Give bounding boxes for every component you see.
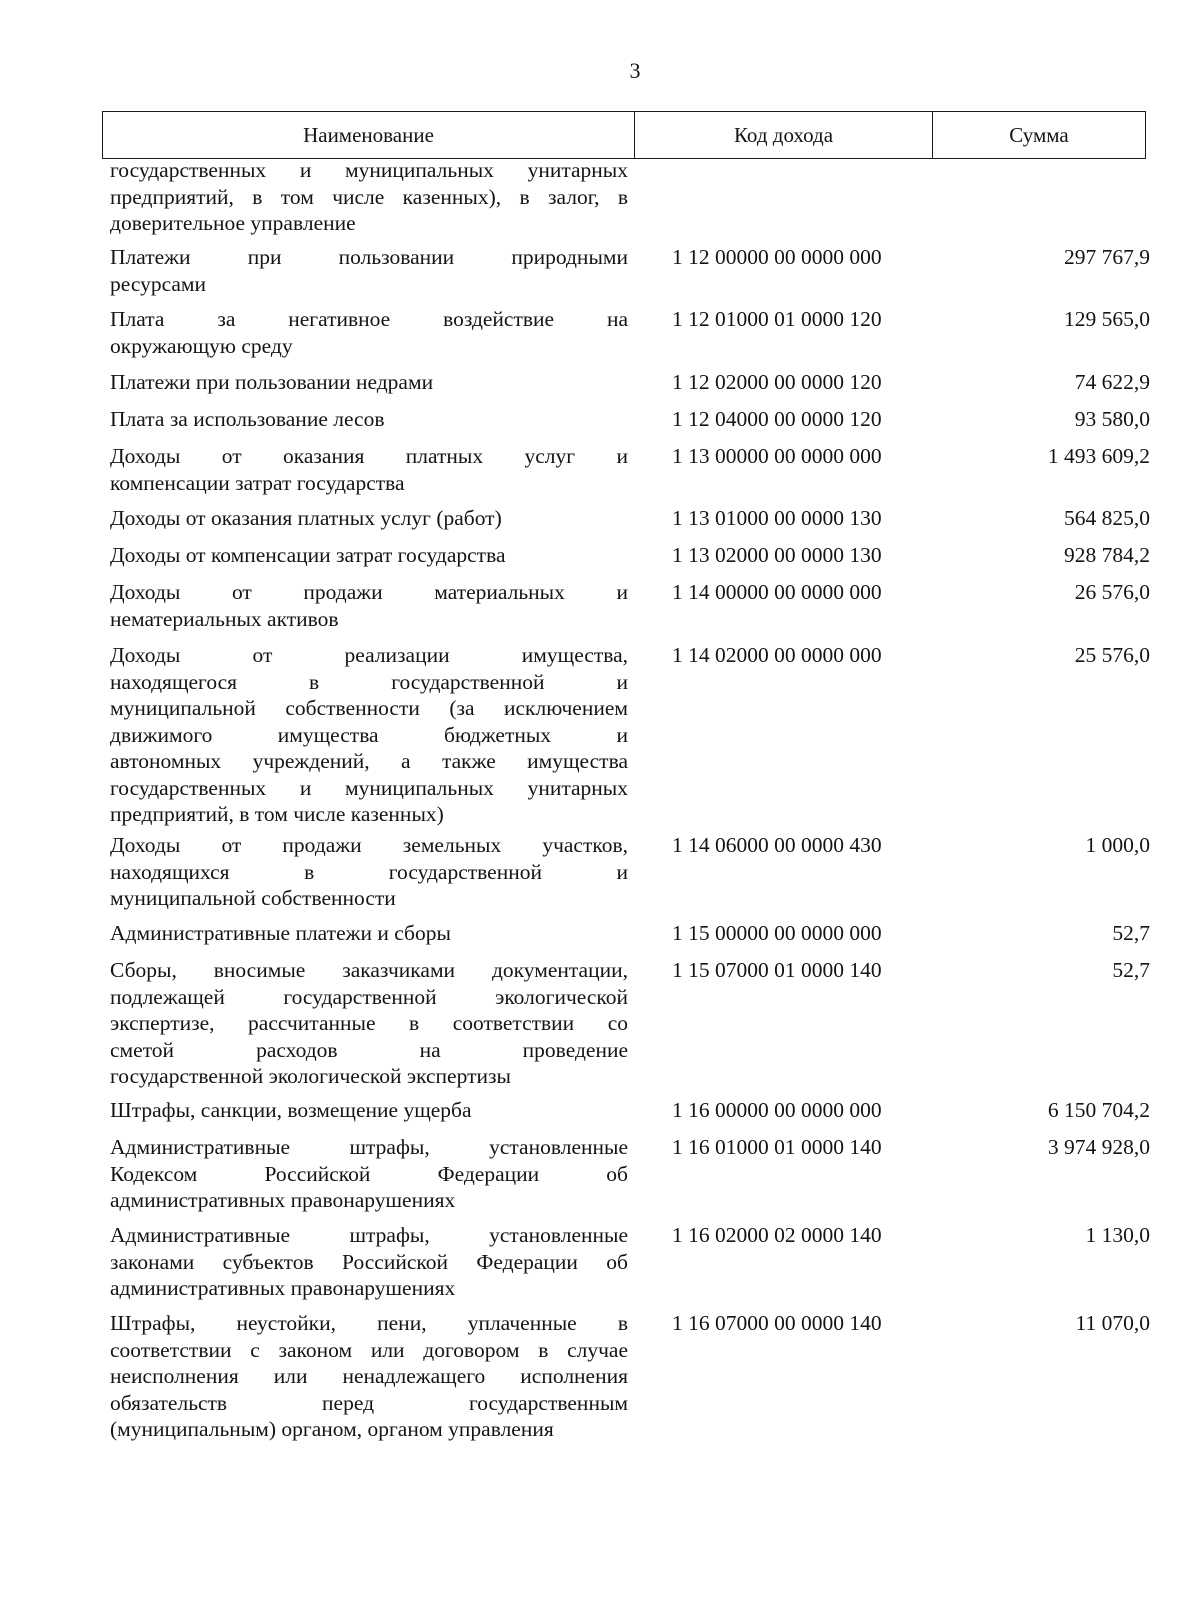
row-code: 1 16 02000 02 0000 140 [672, 1223, 882, 1247]
row-name-line: государственной экологической экспертизы [110, 1064, 511, 1088]
row-code: 1 16 07000 00 0000 140 [672, 1311, 882, 1335]
row-code: 1 14 06000 00 0000 430 [672, 833, 882, 857]
row-name-line: административных правонарушениях [110, 1188, 456, 1212]
row-name-line: муниципальной собственности [110, 886, 396, 910]
row-name-line: Доходы от продажи материальных и [110, 580, 628, 604]
row-name-line: компенсации затрат государства [110, 470, 405, 495]
row-name [110, 369, 628, 396]
row-name-line: административных правонарушениях [110, 1276, 456, 1300]
row-name-line: Административные штрафы, установленные [110, 1223, 628, 1247]
table-row [110, 1097, 1150, 1127]
row-name-line: Доходы от оказания платных услуг и [110, 444, 628, 468]
row-name-line: Доходы от оказания платных услуг (работ) [110, 506, 502, 530]
table-row [110, 1134, 1150, 1212]
table-row [110, 642, 1150, 826]
row-name [110, 443, 628, 496]
row-sum: 3 974 928,0 [1047, 1135, 1150, 1159]
row-name-line: находящегося в государственной и [110, 669, 628, 694]
row-name [110, 1097, 628, 1124]
row-name-line: предприятий, в том числе казенных), в залог, в [110, 184, 628, 209]
table-row [110, 832, 1150, 910]
row-sum: 928 784,2 [1064, 543, 1150, 567]
row-sum: 1 130,0 [1085, 1223, 1150, 1247]
table-row [110, 369, 1150, 399]
table-row [110, 505, 1150, 535]
row-name-line: движимого имущества бюджетных и [110, 722, 628, 747]
row-code: 1 15 07000 01 0000 140 [672, 958, 882, 982]
row-name [110, 832, 628, 912]
row-code: 1 13 02000 00 0000 130 [672, 543, 882, 567]
row-name [110, 306, 628, 359]
table-row [110, 1222, 1150, 1300]
row-name-line: Сборы, вносимые заказчиками документации, [110, 958, 628, 982]
row-name-line: автономных учреждений, а также имущества [110, 749, 628, 773]
row-code: 1 13 01000 00 0000 130 [672, 506, 882, 530]
row-sum: 74 622,9 [1074, 370, 1150, 394]
row-code: 1 14 02000 00 0000 000 [672, 643, 882, 667]
row-name-line: Доходы от реализации имущества, [110, 643, 628, 667]
table-row [110, 920, 1150, 950]
table-row [110, 157, 1150, 235]
row-code: 1 12 00000 00 0000 000 [672, 245, 882, 269]
row-name-line: государственных и муниципальных унитарных [110, 775, 628, 800]
row-name-line: (муниципальным) органом, органом управления [110, 1417, 554, 1441]
row-name [110, 244, 628, 297]
row-name [110, 406, 628, 433]
table-row [110, 443, 1150, 495]
row-name-line: Доходы от продажи земельных участков, [110, 833, 628, 857]
table-row [110, 1310, 1150, 1441]
row-name-line: Штрафы, неустойки, пени, уплаченные в [110, 1311, 628, 1335]
row-name-line: Платежи при пользовании природными [110, 245, 628, 269]
row-sum: 93 580,0 [1074, 407, 1150, 431]
row-name-line: окружающую среду [110, 333, 293, 358]
row-name [110, 1310, 628, 1443]
table-row [110, 244, 1150, 296]
header-sum: Сумма [1009, 122, 1069, 147]
row-name-line: Штрафы, санкции, возмещение ущерба [110, 1098, 472, 1122]
row-code: 1 16 00000 00 0000 000 [672, 1098, 882, 1122]
row-name-line: Кодексом Российской Федерации об [110, 1161, 628, 1186]
table-row [110, 406, 1150, 436]
table-row [110, 579, 1150, 631]
row-name-line: подлежащей государственной экологической [110, 984, 628, 1009]
row-name-line: Доходы от компенсации затрат государства [110, 543, 506, 567]
row-name [110, 642, 628, 828]
row-sum: 52,7 [1112, 958, 1150, 982]
row-name-line: ресурсами [110, 271, 207, 296]
row-code: 1 12 02000 00 0000 120 [672, 370, 882, 394]
row-code: 1 12 04000 00 0000 120 [672, 407, 882, 431]
row-sum: 6 150 704,2 [1047, 1098, 1150, 1122]
row-name [110, 920, 628, 947]
row-name-line: законами субъектов Российской Федерации об [110, 1249, 628, 1274]
row-name-line: предприятий, в том числе казенных) [110, 802, 444, 826]
page-number: 3 [629, 58, 641, 83]
row-name [110, 1222, 628, 1302]
row-name [110, 1134, 628, 1214]
row-name-line: находящихся в государственной и [110, 859, 628, 884]
row-code: 1 13 00000 00 0000 000 [672, 444, 882, 468]
row-name-line: Плата за использование лесов [110, 407, 385, 431]
header-name: Наименование [103, 112, 635, 158]
row-sum: 564 825,0 [1064, 506, 1150, 530]
row-code: 1 14 00000 00 0000 000 [672, 580, 882, 604]
row-name-line: доверительное управление [110, 211, 356, 235]
row-sum: 26 576,0 [1074, 580, 1150, 604]
row-name-line: экспертизе, рассчитанные в соответствии со [110, 1011, 628, 1035]
row-sum: 25 576,0 [1074, 643, 1150, 667]
row-sum: 129 565,0 [1064, 307, 1150, 331]
row-sum: 11 070,0 [1075, 1311, 1150, 1335]
row-name-line: соответствии с законом или договором в случае [110, 1337, 628, 1362]
row-name-line: неисполнения или ненадлежащего исполнения [110, 1364, 628, 1388]
row-code: 1 16 01000 01 0000 140 [672, 1135, 882, 1159]
row-name-line: нематериальных активов [110, 606, 339, 631]
header-code: Код дохода [635, 112, 933, 158]
row-code: 1 12 01000 01 0000 120 [672, 307, 882, 331]
row-name [110, 957, 628, 1090]
row-name [110, 505, 628, 532]
row-sum: 297 767,9 [1064, 245, 1150, 269]
table-row [110, 957, 1150, 1088]
row-name-line: Плата за негативное воздействие на [110, 307, 628, 331]
row-sum: 1 493 609,2 [1047, 444, 1150, 468]
row-name-line: Платежи при пользовании недрами [110, 370, 434, 394]
row-name-line: муниципальной собственности (за исключением [110, 696, 628, 720]
table-row [110, 542, 1150, 572]
row-name-line: Административные платежи и сборы [110, 921, 451, 945]
row-sum: 52,7 [1112, 921, 1150, 945]
table-row [110, 306, 1150, 358]
row-sum: 1 000,0 [1085, 833, 1150, 857]
row-name-line: обязательств перед государственным [110, 1390, 628, 1415]
row-name [110, 157, 628, 237]
row-code: 1 15 00000 00 0000 000 [672, 921, 882, 945]
row-name-line: государственных и муниципальных унитарных [110, 158, 628, 182]
row-name-line: Административные штрафы, установленные [110, 1135, 628, 1159]
row-name [110, 579, 628, 632]
row-name [110, 542, 628, 569]
row-name-line: сметой расходов на проведение [110, 1037, 628, 1062]
